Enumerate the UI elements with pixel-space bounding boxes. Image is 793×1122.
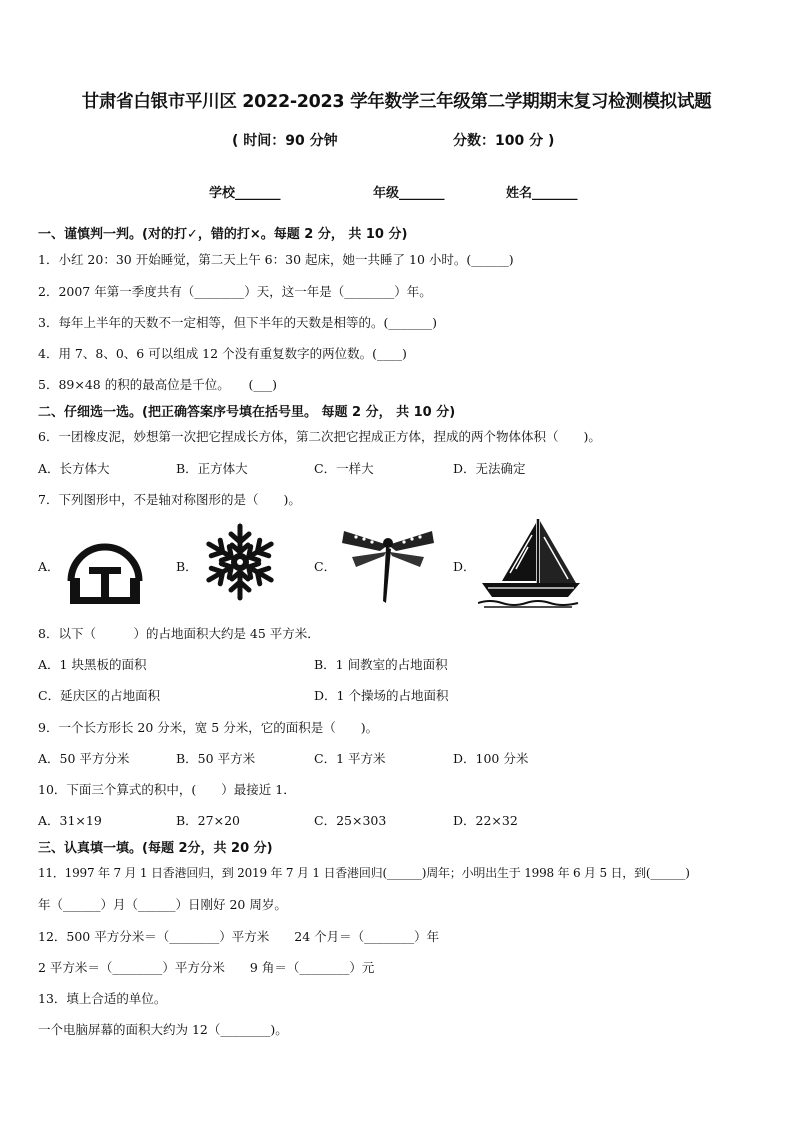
snowflake-icon <box>200 522 280 602</box>
question-11-line-2: 年（______）月（______）日刚好 20 周岁。 <box>38 897 287 912</box>
question-10: 10．下面三个算式的积中，( ）最接近 1． <box>38 782 296 797</box>
question-3: 3．每年上半年的天数不一定相等，但下半年的天数是相等的。(_______) <box>38 315 437 330</box>
question-13: 13．填上合适的单位。 <box>38 991 167 1006</box>
q10-option-c: C．25×303 <box>314 813 387 828</box>
question-13-item: 一个电脑屏幕的面积大约为 12（________)。 <box>38 1022 288 1037</box>
q7-option-a-label: A． <box>38 559 60 574</box>
dragonfly-icon <box>340 525 436 605</box>
question-2: 2．2007 年第一季度共有（________）天，这一年是（________）年。 <box>38 284 432 299</box>
section-1-heading: 一、谨慎判一判。(对的打✓，错的打×。每题 2 分， 共 10 分) <box>38 227 408 242</box>
question-6: 6．一团橡皮泥，妙想第一次把它捏成长方体，第二次把它捏成正方体，捏成的两个物体体积（ )。 <box>38 429 601 444</box>
question-11-line-1: 11．1997 年 7 月 1 日香港回归，到 2019 年 7 月 1 日香港回归(______)周年；小明出生于 1998 年 6 月 5 日，到(______) <box>38 866 690 880</box>
q6-option-a: A．长方体大 <box>38 461 110 476</box>
question-12-line-2: 2 平方米＝（________）平方分米 9 角＝（________）元 <box>38 960 375 975</box>
section-3-heading: 三、认真填一填。(每题 2分，共 20 分) <box>38 841 273 856</box>
q10-option-b: B．27×20 <box>176 813 240 828</box>
question-1: 1．小红 20：30 开始睡觉，第二天上午 6：30 起床，她一共睡了 10 小时。(______) <box>38 252 514 267</box>
q8-option-b: B．1 间教室的占地面积 <box>314 657 448 672</box>
q8-option-d: D．1 个操场的占地面积 <box>314 688 449 703</box>
exam-score: 分数：100 分 ) <box>453 133 555 149</box>
q8-option-c: C．延庆区的占地面积 <box>38 688 161 703</box>
q7-option-d-label: D． <box>453 559 476 574</box>
question-4: 4．用 7、8、0、6 可以组成 12 个没有重复数字的两位数。(____) <box>38 346 407 361</box>
q6-option-b: B．正方体大 <box>176 461 248 476</box>
grade-field[interactable]: 年级_______ <box>373 186 445 201</box>
q9-option-c: C．1 平方米 <box>314 751 386 766</box>
q7-option-b-label: B． <box>176 559 198 574</box>
q6-option-c: C．一样大 <box>314 461 374 476</box>
q9-option-a: A．50 平方分米 <box>38 751 130 766</box>
school-field[interactable]: 学校_______ <box>209 186 281 201</box>
q7-option-c-label: C． <box>314 559 337 574</box>
subway-logo-icon <box>66 523 144 607</box>
question-9: 9．一个长方形长 20 分米，宽 5 分米，它的面积是（ )。 <box>38 720 379 735</box>
q9-option-b: B．50 平方米 <box>176 751 256 766</box>
q9-option-d: D．100 分米 <box>453 751 529 766</box>
sailboat-icon <box>478 517 584 609</box>
q8-option-a: A．1 块黑板的面积 <box>38 657 147 672</box>
question-12-line-1: 12．500 平方分米＝（________）平方米 24 个月＝（________）年 <box>38 929 440 944</box>
q6-option-d: D．无法确定 <box>453 461 526 476</box>
name-field[interactable]: 姓名_______ <box>506 186 578 201</box>
question-5: 5．89×48 的积的最高位是千位。 (___) <box>38 377 277 392</box>
exam-time: ( 时间：90 分钟 <box>232 133 338 149</box>
section-2-heading: 二、仔细选一选。(把正确答案序号填在括号里。 每题 2 分， 共 10 分) <box>38 405 456 420</box>
question-8: 8．以下（ ）的占地面积大约是 45 平方米． <box>38 626 320 641</box>
question-7: 7．下列图形中，不是轴对称图形的是（ )。 <box>38 492 301 507</box>
q10-option-a: A．31×19 <box>38 813 102 828</box>
page-title: 甘肃省白银市平川区 2022-2023 学年数学三年级第二学期期末复习检测模拟试题 <box>81 92 712 112</box>
q10-option-d: D．22×32 <box>453 813 518 828</box>
